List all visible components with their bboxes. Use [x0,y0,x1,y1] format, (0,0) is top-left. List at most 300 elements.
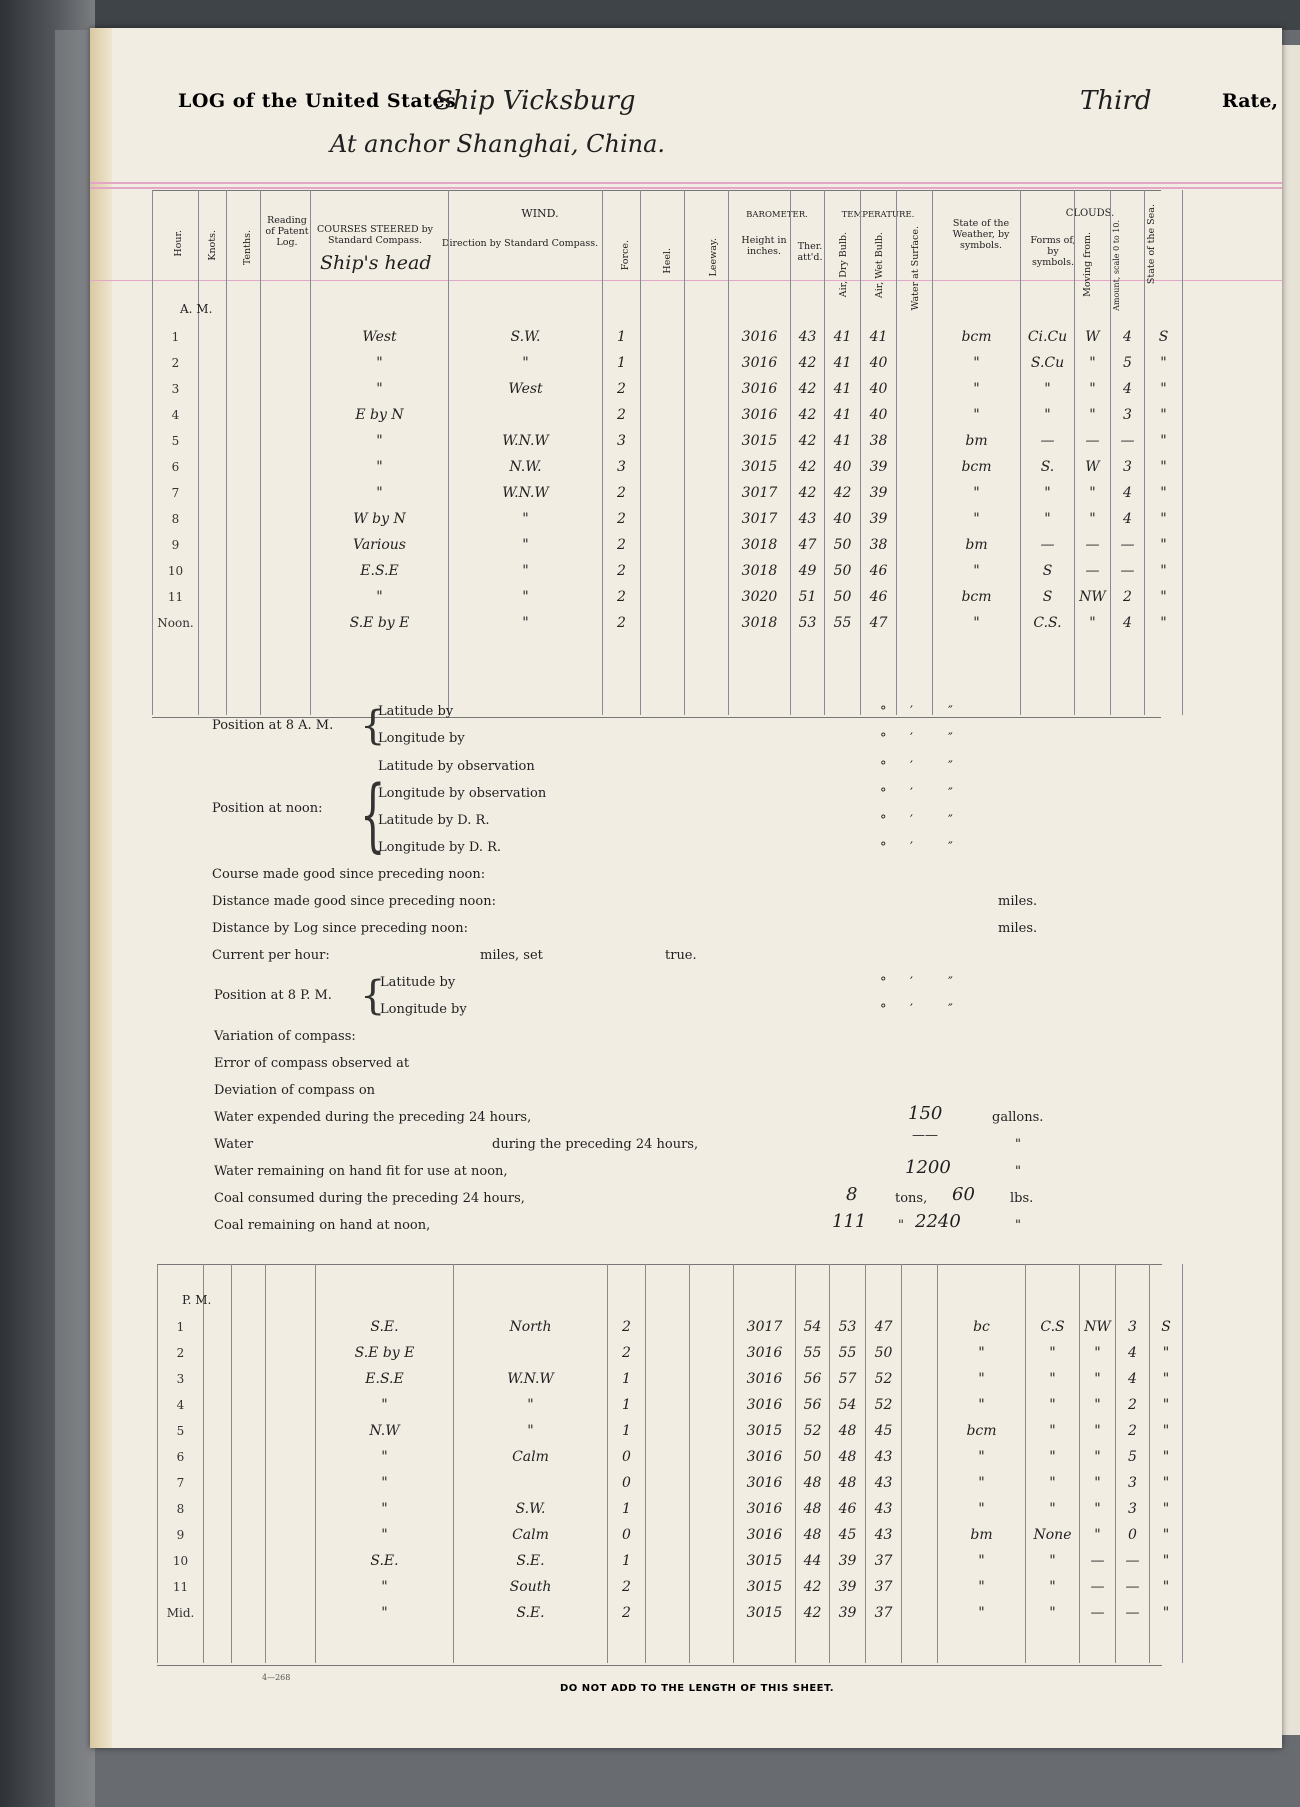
cell-empty [641,610,685,636]
table-row [153,532,1183,558]
position-deg-mark: ° [880,786,887,801]
cell-height: 3015 [734,1600,796,1626]
cell-ther: 55 [796,1340,830,1366]
cell-empty [646,1444,690,1470]
cell-hour: 4 [158,1392,204,1418]
cell-weather: bcm [938,1418,1026,1444]
cell-empty [199,480,227,506]
position-min-mark: ′ [910,975,913,990]
cell-course: S.E. [316,1548,454,1574]
cell-ther: 50 [796,1444,830,1470]
position-sec-mark: ″ [948,759,953,774]
cell-wind: " [449,610,603,636]
cell-sea: " [1150,1600,1183,1626]
pm-log-table [157,1314,1183,1626]
location: At anchor Shanghai, China. [330,130,666,158]
cell-hour: 3 [158,1366,204,1392]
pos-8pm-label: Position at 8 P. M. [214,988,332,1003]
coal-remaining-ditto: " [898,1218,904,1233]
cell-wet: 46 [861,584,897,610]
position-min-mark: ′ [910,813,913,828]
cell-empty [646,1496,690,1522]
cell-empty [646,1418,690,1444]
cell-empty [261,480,311,506]
cell-dry: 50 [825,558,861,584]
coal-tons-label: tons, [895,1191,928,1206]
cell-height: 3015 [729,428,791,454]
cell-empty [641,454,685,480]
cell-wind: South [454,1574,608,1600]
cell-ther: 42 [791,350,825,376]
cell-wet: 39 [861,506,897,532]
cell-hour: 3 [153,376,199,402]
cell-empty [897,324,933,350]
cell-moving: " [1080,1444,1116,1470]
cell-force: 2 [608,1574,646,1600]
cell-amount: 2 [1111,584,1145,610]
cell-sea: " [1145,402,1183,428]
cell-empty [641,480,685,506]
cell-sea: " [1145,584,1183,610]
cell-empty [199,506,227,532]
cell-empty [204,1470,232,1496]
cell-empty [641,584,685,610]
cell-wind: Calm [454,1522,608,1548]
cell-forms: " [1021,506,1075,532]
cell-wet: 50 [866,1340,902,1366]
position-deg-mark: ° [880,813,887,828]
cell-empty [227,610,261,636]
pos-8am-lat: Latitude by [378,704,454,719]
cell-empty [646,1470,690,1496]
cell-forms: " [1026,1548,1080,1574]
cell-empty [204,1444,232,1470]
cell-weather: bcm [933,324,1021,350]
cell-height: 3018 [729,558,791,584]
cell-forms: — [1021,428,1075,454]
distance-by-log: Distance by Log since preceding noon: [212,921,469,936]
cell-empty [199,584,227,610]
cell-forms: S [1021,558,1075,584]
cell-hour: 8 [153,506,199,532]
col-wind: WIND. [521,207,559,220]
cell-hour: Noon. [153,610,199,636]
cell-empty [199,610,227,636]
cell-sea: " [1150,1470,1183,1496]
cell-ther: 42 [791,402,825,428]
position-deg-mark: ° [880,840,887,855]
col-weather: State of the Weather, by symbols. [952,218,1010,251]
col-force: Force. [620,240,631,271]
cell-empty [897,610,933,636]
cell-amount: 0 [1116,1522,1150,1548]
cell-moving: NW [1080,1314,1116,1340]
cell-empty [227,376,261,402]
vessel-name: Ship Vicksburg [435,86,636,116]
col-patent-log: Reading of Patent Log. [265,215,309,248]
cell-empty [897,558,933,584]
cell-height: 3016 [734,1392,796,1418]
ships-head-note: Ship's head [320,252,432,274]
cell-empty [897,376,933,402]
cell-empty [199,428,227,454]
position-deg-mark: ° [880,704,887,719]
cell-weather: " [933,506,1021,532]
current-true: true. [665,948,697,963]
cell-dry: 40 [825,454,861,480]
cell-empty [641,376,685,402]
cell-sea: " [1150,1548,1183,1574]
position-sec-mark: ″ [948,1002,953,1017]
cell-empty [690,1314,734,1340]
am-log-table [152,324,1183,636]
cell-empty [902,1522,938,1548]
cell-empty [266,1366,316,1392]
cell-empty [641,324,685,350]
cell-empty [204,1340,232,1366]
cell-empty [902,1496,938,1522]
position-sec-mark: ″ [948,813,953,828]
table-row [153,350,1183,376]
cell-amount: — [1111,558,1145,584]
cell-empty [227,428,261,454]
cell-course: " [311,480,449,506]
cell-force: 2 [603,402,641,428]
col-knots: Knots. [207,230,218,261]
cell-empty [690,1444,734,1470]
cell-moving: " [1080,1392,1116,1418]
cell-height: 3020 [729,584,791,610]
cell-moving: " [1075,506,1111,532]
cell-ther: 54 [796,1314,830,1340]
course-made-good: Course made good since preceding noon: [212,867,486,882]
cell-height: 3016 [734,1496,796,1522]
cell-empty [641,350,685,376]
cell-wet: 40 [861,350,897,376]
cell-moving: — [1080,1574,1116,1600]
cell-moving: " [1075,402,1111,428]
cell-empty [227,324,261,350]
cell-empty [646,1548,690,1574]
cell-wind: S.E. [454,1548,608,1574]
cell-moving: " [1080,1340,1116,1366]
position-min-mark: ′ [910,731,913,746]
water-during: during the preceding 24 hours, [492,1137,699,1152]
position-sec-mark: ″ [948,704,953,719]
cell-empty [227,532,261,558]
cell-amount: 4 [1111,480,1145,506]
cell-empty [897,428,933,454]
cell-forms: — [1021,532,1075,558]
pos-8pm-lat: Latitude by [380,975,456,990]
cell-empty [685,480,729,506]
cell-empty [232,1470,266,1496]
cell-amount: — [1116,1600,1150,1626]
cell-weather: " [938,1574,1026,1600]
cell-height: 3015 [734,1548,796,1574]
cell-dry: 50 [825,532,861,558]
cell-sea: S [1145,324,1183,350]
cell-empty [902,1418,938,1444]
cell-empty [690,1340,734,1366]
cell-empty [646,1574,690,1600]
cell-forms: S [1021,584,1075,610]
distance-log-miles: miles. [998,921,1038,936]
table-row [158,1340,1183,1366]
error-of-compass: Error of compass observed at [214,1056,410,1071]
cell-forms: " [1026,1600,1080,1626]
cell-ther: 43 [791,506,825,532]
cell-force: 1 [608,1418,646,1444]
cell-hour: 7 [158,1470,204,1496]
cell-empty [685,324,729,350]
cell-moving: " [1075,376,1111,402]
col-sea: State of the Sea. [1146,204,1157,285]
cell-forms: C.S [1026,1314,1080,1340]
cell-hour: 9 [158,1522,204,1548]
cell-empty [261,454,311,480]
water-remaining-value: 1200 [905,1157,951,1178]
cell-hour: 11 [158,1574,204,1600]
cell-empty [690,1366,734,1392]
cell-empty [199,402,227,428]
position-min-mark: ′ [910,1002,913,1017]
cell-force: 1 [608,1392,646,1418]
col-hour: Hour. [173,230,184,257]
cell-wet: 45 [866,1418,902,1444]
cell-ther: 52 [796,1418,830,1444]
water-ditto-1: " [1015,1137,1021,1152]
cell-empty [266,1496,316,1522]
brace-noon: { [360,768,386,861]
cell-moving: — [1075,428,1111,454]
cell-empty [902,1548,938,1574]
cell-height: 3018 [729,610,791,636]
cell-height: 3015 [734,1574,796,1600]
cell-empty [266,1522,316,1548]
coal-consumed: Coal consumed during the preceding 24 hours, [214,1191,525,1206]
cell-amount: 5 [1111,350,1145,376]
cell-course: E.S.E [311,558,449,584]
cell-course: " [311,428,449,454]
col-height: Height in inches. [741,235,787,257]
cell-ther: 47 [791,532,825,558]
cell-empty [261,324,311,350]
distance-made-good: Distance made good since preceding noon: [212,894,496,909]
cell-empty [227,584,261,610]
coal-consumed-tons: 8 [846,1184,858,1205]
cell-amount: 3 [1116,1496,1150,1522]
cell-course: " [316,1522,454,1548]
cell-weather: " [938,1444,1026,1470]
water-label: Water [214,1137,254,1152]
table-row [158,1444,1183,1470]
cell-empty [227,506,261,532]
cell-dry: 41 [825,428,861,454]
cell-empty [204,1522,232,1548]
cell-amount: 4 [1116,1366,1150,1392]
cell-force: 2 [603,506,641,532]
cell-hour: 1 [158,1314,204,1340]
cell-empty [204,1392,232,1418]
cell-empty [227,350,261,376]
cell-wind: North [454,1314,608,1340]
position-sec-mark: ″ [948,975,953,990]
cell-moving: " [1075,610,1111,636]
cell-empty [902,1600,938,1626]
cell-course: S.E by E [316,1340,454,1366]
cell-weather: bc [938,1314,1026,1340]
cell-hour: 7 [153,480,199,506]
cell-hour: 2 [153,350,199,376]
cell-amount: — [1111,532,1145,558]
cell-amount: 4 [1116,1340,1150,1366]
pos-noon-long-obs: Longitude by observation [378,786,547,801]
pos-8pm-long: Longitude by [380,1002,467,1017]
cell-dry: 55 [825,610,861,636]
table-row [158,1366,1183,1392]
position-min-mark: ′ [910,786,913,801]
cell-empty [199,532,227,558]
cell-sea: " [1150,1444,1183,1470]
cell-dry: 41 [825,402,861,428]
cell-sea: " [1150,1496,1183,1522]
cell-wind: W.N.W [449,480,603,506]
position-min-mark: ′ [910,759,913,774]
cell-empty [227,480,261,506]
cell-amount: 3 [1116,1470,1150,1496]
cell-moving: W [1075,324,1111,350]
col-temperature: TEMPERATURE. [841,210,915,220]
cell-moving: — [1075,558,1111,584]
coal-remaining-ditto-2: " [1015,1218,1021,1233]
cell-course: " [311,376,449,402]
table-row [158,1574,1183,1600]
cell-empty [227,558,261,584]
cell-force: 1 [608,1548,646,1574]
cell-height: 3017 [729,480,791,506]
rate-label: Rate, [1222,90,1279,112]
cell-weather: " [933,402,1021,428]
table-row [158,1496,1183,1522]
cell-empty [199,376,227,402]
cell-moving: — [1080,1600,1116,1626]
am-label: A. M. [180,302,213,316]
cell-amount: 4 [1111,610,1145,636]
cell-dry: 41 [825,350,861,376]
cell-empty [266,1418,316,1444]
pos-noon-lat-obs: Latitude by observation [378,759,535,774]
col-courses: COURSES STEERED by Standard Compass. [316,224,434,246]
cell-forms: " [1021,402,1075,428]
cell-sea: " [1145,480,1183,506]
cell-sea: " [1150,1574,1183,1600]
cell-empty [690,1418,734,1444]
cell-course: " [316,1470,454,1496]
cell-height: 3017 [729,506,791,532]
pink-rule-top [90,182,1282,184]
cell-dry: 57 [830,1366,866,1392]
cell-empty [902,1340,938,1366]
cell-amount: — [1111,428,1145,454]
cell-dry: 46 [830,1496,866,1522]
cell-sea: " [1150,1340,1183,1366]
cell-empty [227,402,261,428]
col-barometer: BAROMETER. [746,210,808,220]
cell-empty [897,506,933,532]
cell-wind: N.W. [449,454,603,480]
cell-wind [454,1340,608,1366]
cell-height: 3016 [734,1522,796,1548]
cell-empty [685,376,729,402]
cell-empty [897,584,933,610]
distance-made-miles: miles. [998,894,1038,909]
cell-course: " [316,1392,454,1418]
cell-empty [204,1496,232,1522]
cell-wet: 46 [861,558,897,584]
cell-wind: West [449,376,603,402]
cell-empty [232,1340,266,1366]
cell-empty [204,1548,232,1574]
cell-weather: bm [938,1522,1026,1548]
cell-force: 0 [608,1444,646,1470]
cell-wind: S.E. [454,1600,608,1626]
cell-sea: " [1150,1522,1183,1548]
col-amount: Amount, scale 0 to 10. [1112,220,1121,311]
water-expended-value: 150 [908,1103,943,1124]
cell-wet: 52 [866,1366,902,1392]
cell-height: 3018 [729,532,791,558]
cell-dry: 53 [830,1314,866,1340]
cell-ther: 56 [796,1392,830,1418]
cell-empty [261,428,311,454]
cell-wind: " [454,1392,608,1418]
cell-empty [646,1314,690,1340]
water-expended: Water expended during the preceding 24 hours, [214,1110,532,1125]
cell-hour: 10 [158,1548,204,1574]
cell-wet: 37 [866,1600,902,1626]
cell-height: 3016 [734,1444,796,1470]
cell-weather: bcm [933,454,1021,480]
cell-wind: S.W. [454,1496,608,1522]
cell-empty [232,1600,266,1626]
cell-empty [690,1496,734,1522]
cell-moving: " [1075,350,1111,376]
cell-sea: " [1150,1418,1183,1444]
cell-empty [199,324,227,350]
table-row [153,584,1183,610]
cell-moving: NW [1075,584,1111,610]
cell-ther: 48 [796,1496,830,1522]
cell-dry: 41 [825,376,861,402]
current-per-hour: Current per hour: [212,948,330,963]
cell-forms: " [1026,1392,1080,1418]
cell-empty [204,1418,232,1444]
cell-empty [646,1366,690,1392]
cell-force: 2 [608,1314,646,1340]
position-min-mark: ′ [910,704,913,719]
cell-wet: 38 [861,428,897,454]
cell-empty [261,610,311,636]
cell-forms: C.S. [1021,610,1075,636]
cell-force: 2 [603,532,641,558]
cell-dry: 40 [825,506,861,532]
cell-empty [641,532,685,558]
position-sec-mark: ″ [948,840,953,855]
cell-empty [641,428,685,454]
col-ther: Ther. att'd. [797,241,823,263]
cell-wet: 43 [866,1444,902,1470]
